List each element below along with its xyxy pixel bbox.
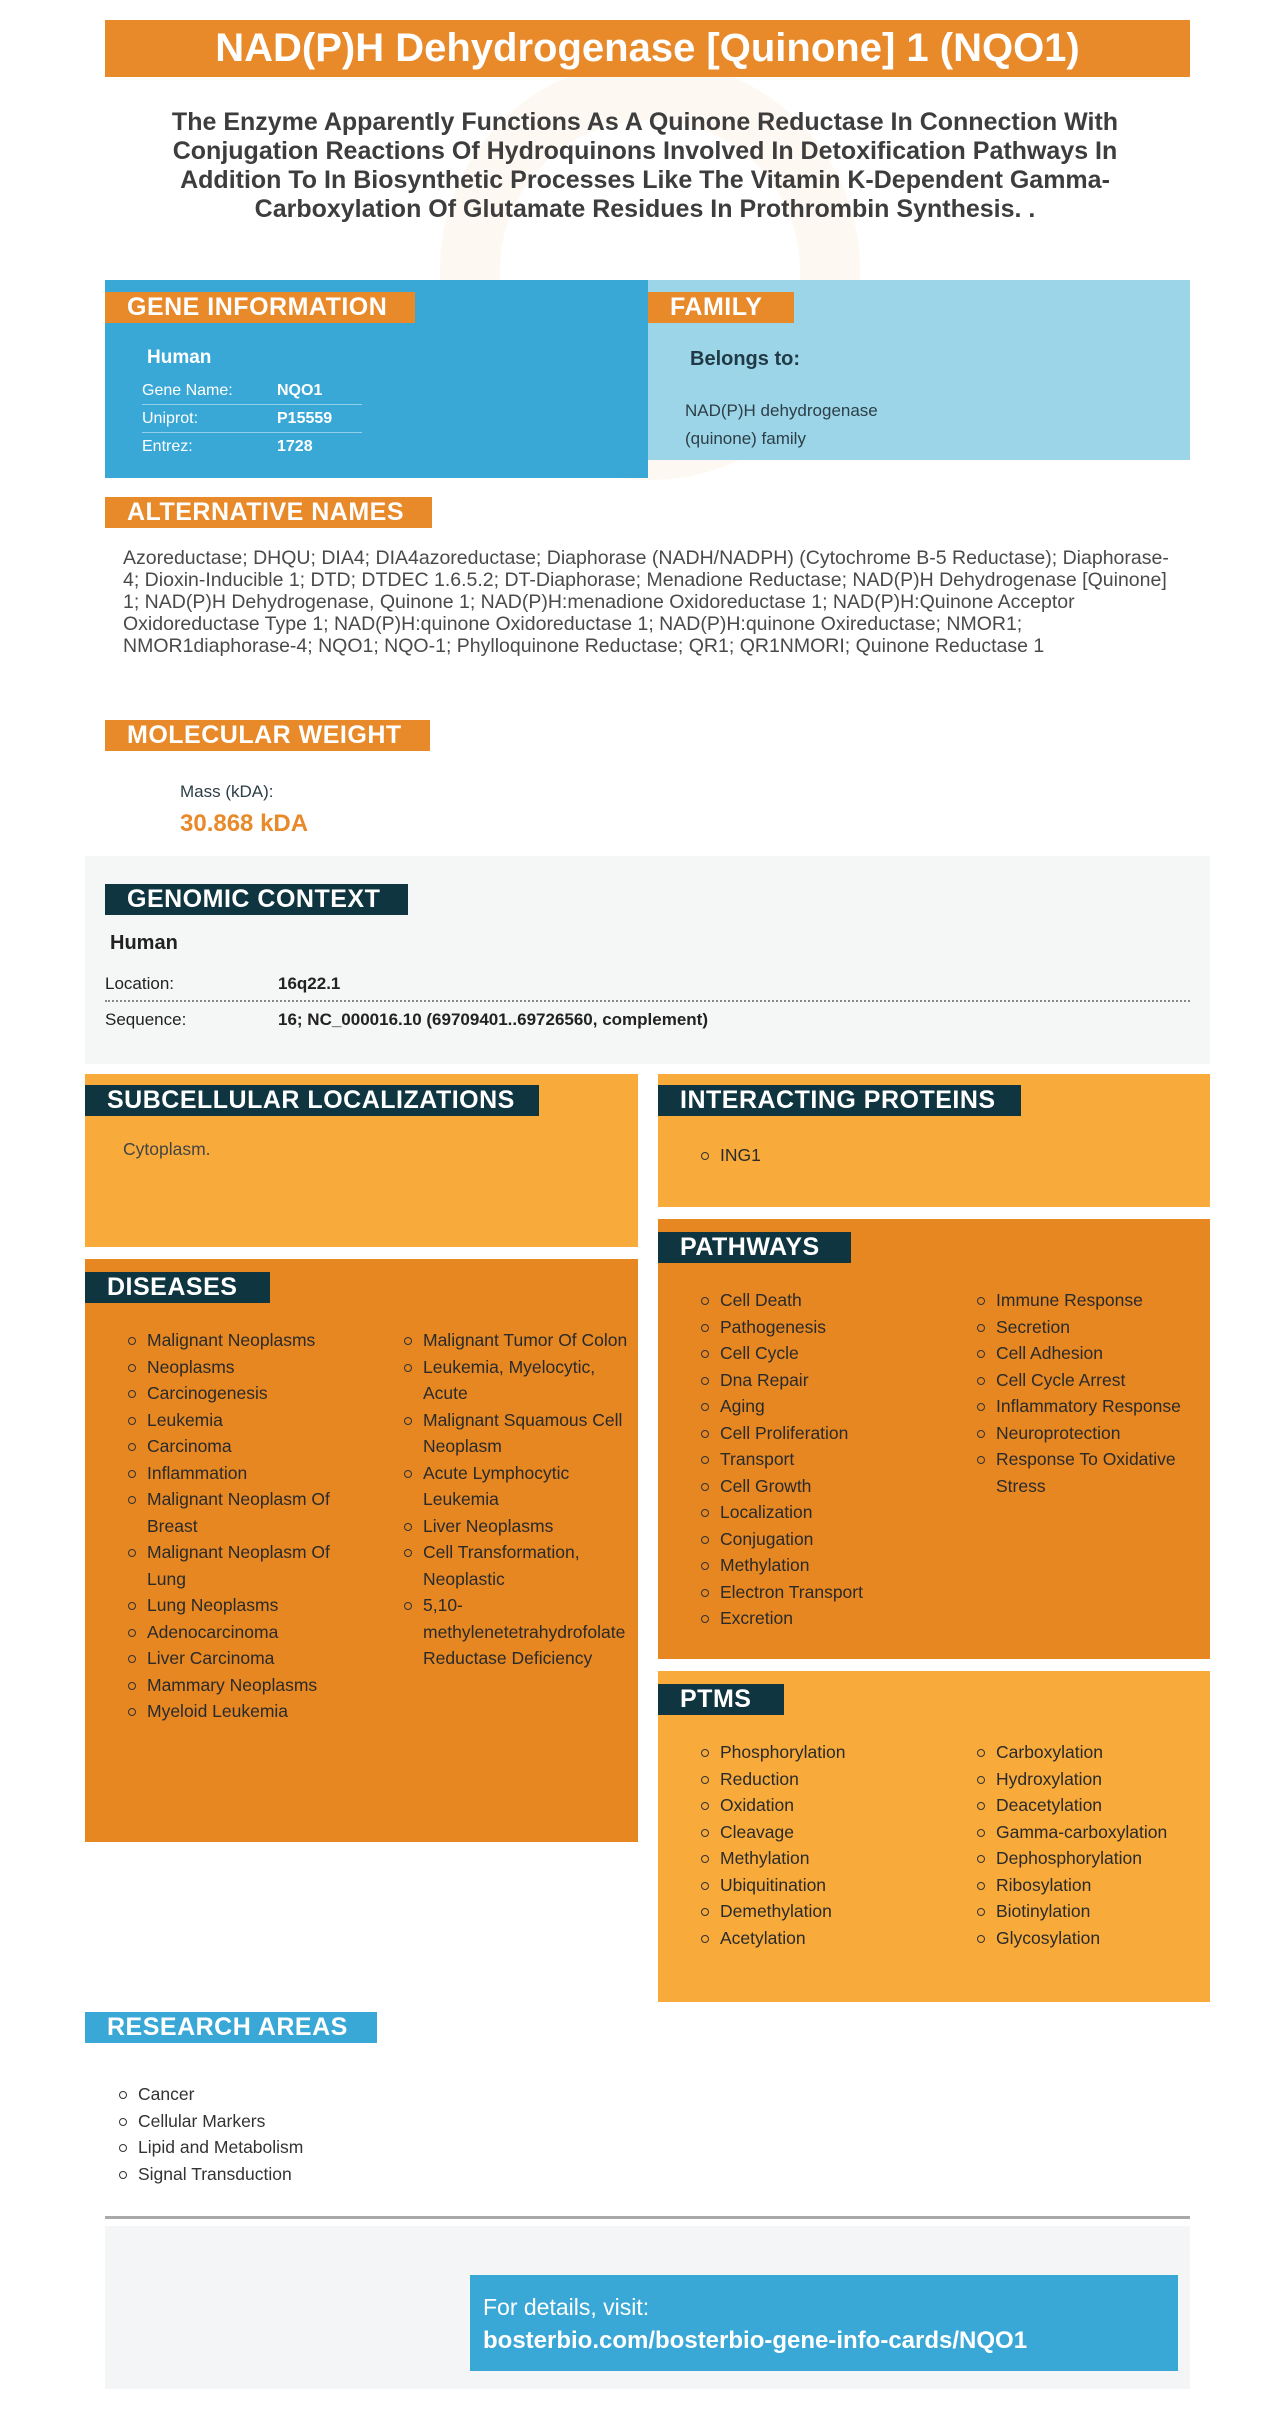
list-item: Methylation <box>700 1845 960 1872</box>
list-item: Acute Lymphocytic Leukemia <box>403 1460 638 1513</box>
list-item: Biotinylation <box>976 1898 1206 1925</box>
list-item: Response To Oxidative Stress <box>976 1446 1206 1499</box>
list-item: Cell Growth <box>700 1473 960 1500</box>
list-item: Leukemia, Myelocytic, Acute <box>403 1354 638 1407</box>
gene-row-value: P15559 <box>277 409 333 427</box>
subcellular-label: SUBCELLULAR LOCALIZATIONS <box>85 1085 539 1116</box>
interacting-proteins-label: INTERACTING PROTEINS <box>658 1085 1021 1116</box>
list-item: Reduction <box>700 1766 960 1793</box>
list-item: Aging <box>700 1393 960 1420</box>
list-item: Carboxylation <box>976 1739 1206 1766</box>
interacting-proteins-panel <box>658 1074 1210 1207</box>
list-item: Cleavage <box>700 1819 960 1846</box>
list-item: Leukemia <box>127 1407 362 1434</box>
alternative-names-text: Azoreductase; DHQU; DIA4; DIA4azoreductase; Diaphorase (NADH/NADPH) (Cytochrome B-5 Reductase); Diaphorase-4; Dioxin-Inducible 1; DTD; DTDEC 1.6.5.2; DT-Diaphorase; Menadione Reductase; NAD(P)H Dehydrogenase [Quinone] 1; NAD(P)H Dehydrogenase, Quinone 1; NAD(P)H:menadione Oxidoreductase 1; NAD(P)H:Quinone Acceptor Oxidoreductase Type 1; NAD(P)H:quinone Oxidoreductase 1; NAD(P)H:quinone Oxireductase; NMOR1; NMOR1diaphorase-4; NQO1; NQO-1; Phylloquinone Reductase; QR1; QR1NMORI; Quinone Reductase 1 <box>123 547 1169 657</box>
ptms-list-col2 <box>976 1739 1206 1951</box>
list-item: Electron Transport <box>700 1579 960 1606</box>
list-item: Dephosphorylation <box>976 1845 1206 1872</box>
gene-info-table <box>142 377 362 461</box>
list-item: Malignant Neoplasms <box>127 1327 362 1354</box>
list-item: Excretion <box>700 1605 960 1632</box>
gene-description: The Enzyme Apparently Functions As A Quinone Reductase In Connection With Conjugation Reactions Of Hydroquinons Involved In Detoxification Pathways In Addition To In Biosynthetic Processes Like The Vitamin K-Dependent Gamma-Carboxylation Of Glutamate Residues In Prothrombin Synthesis. . <box>171 108 1119 223</box>
list-item: Neuroprotection <box>976 1420 1206 1447</box>
location-key: Location: <box>105 974 174 993</box>
pathways-label: PATHWAYS <box>658 1232 851 1263</box>
pathways-list-col1 <box>700 1287 960 1632</box>
family-panel <box>648 280 1190 460</box>
list-item: Cell Death <box>700 1287 960 1314</box>
list-item: Cell Proliferation <box>700 1420 960 1447</box>
list-item: Liver Carcinoma <box>127 1645 362 1672</box>
list-item: Malignant Tumor Of Colon <box>403 1327 638 1354</box>
genomic-context-label: GENOMIC CONTEXT <box>105 884 408 915</box>
list-item: Dna Repair <box>700 1367 960 1394</box>
mass-value: 30.868 kDA <box>180 810 309 837</box>
list-item: Mammary Neoplasms <box>127 1672 362 1699</box>
list-item: Ubiquitination <box>700 1872 960 1899</box>
genomic-species: Human <box>110 932 178 954</box>
gene-row-name <box>142 377 362 405</box>
list-item: Lipid and Metabolism <box>118 2134 303 2161</box>
list-item: Malignant Neoplasm Of Breast <box>127 1486 362 1539</box>
list-item: Immune Response <box>976 1287 1206 1314</box>
sequence-key: Sequence: <box>105 1010 187 1029</box>
family-heading: Belongs to: <box>690 348 800 370</box>
ptms-label: PTMS <box>658 1684 784 1715</box>
list-item: Acetylation <box>700 1925 960 1952</box>
list-item: Cellular Markers <box>118 2108 303 2135</box>
list-item: Oxidation <box>700 1792 960 1819</box>
subcellular-panel <box>85 1074 638 1247</box>
list-item: Pathogenesis <box>700 1314 960 1341</box>
gene-row-key: Entrez: <box>142 438 193 455</box>
list-item: Glycosylation <box>976 1925 1206 1952</box>
diseases-label: DISEASES <box>85 1272 270 1303</box>
list-item: Liver Neoplasms <box>403 1513 638 1540</box>
interacting-proteins-list <box>700 1142 761 1170</box>
list-item: Methylation <box>700 1552 960 1579</box>
details-prompt: For details, visit: <box>483 2294 650 2320</box>
list-item: Signal Transduction <box>118 2161 303 2188</box>
list-item: Neoplasms <box>127 1354 362 1381</box>
diseases-panel <box>85 1259 638 1842</box>
ptms-panel <box>658 1671 1210 2002</box>
list-item: Localization <box>700 1499 960 1526</box>
list-item: Deacetylation <box>976 1792 1206 1819</box>
gene-row-key: Gene Name: <box>142 381 233 399</box>
location-value: 16q22.1 <box>278 974 341 993</box>
list-item: Demethylation <box>700 1898 960 1925</box>
list-item: Cell Transformation, Neoplastic <box>403 1539 638 1592</box>
list-item: Cell Adhesion <box>976 1340 1206 1367</box>
diseases-list-col2 <box>403 1327 638 1672</box>
gene-row-value: NQO1 <box>277 381 323 399</box>
footer-divider <box>105 2216 1190 2219</box>
gene-row-key: Uniprot: <box>142 409 199 427</box>
list-item: Inflammation <box>127 1460 362 1487</box>
list-item: Malignant Squamous Cell Neoplasm <box>403 1407 638 1460</box>
details-url-link[interactable]: bosterbio.com/bosterbio-gene-info-cards/NQO1 <box>483 2327 1028 2354</box>
gene-species: Human <box>147 347 212 368</box>
list-item: Hydroxylation <box>976 1766 1206 1793</box>
family-text: NAD(P)H dehydrogenase (quinone) family <box>685 401 878 448</box>
list-item: Carcinoma <box>127 1433 362 1460</box>
details-link-box[interactable] <box>470 2275 1178 2371</box>
genomic-location-row <box>105 968 1190 1002</box>
list-item: Lung Neoplasms <box>127 1592 362 1619</box>
gene-row-uniprot <box>142 405 362 433</box>
pathways-panel <box>658 1219 1210 1659</box>
list-item: Cell Cycle Arrest <box>976 1367 1206 1394</box>
diseases-list-col1 <box>127 1327 362 1725</box>
ptms-list-col1 <box>700 1739 960 1951</box>
genomic-sequence-row <box>105 1003 1190 1037</box>
gene-row-value: 1728 <box>277 438 313 455</box>
list-item: Transport <box>700 1446 960 1473</box>
sequence-value: 16; NC_000016.10 (69709401..69726560, complement) <box>278 1010 709 1029</box>
gene-row-entrez <box>142 433 362 461</box>
list-item: Malignant Neoplasm Of Lung <box>127 1539 362 1592</box>
list-item: Secretion <box>976 1314 1206 1341</box>
family-label: FAMILY <box>648 292 794 323</box>
list-item: Inflammatory Response <box>976 1393 1206 1420</box>
pathways-list-col2 <box>976 1287 1206 1499</box>
mass-label: Mass (kDA): <box>180 782 274 801</box>
subcellular-text: Cytoplasm. <box>123 1139 211 1159</box>
list-item: Conjugation <box>700 1526 960 1553</box>
list-item: ING1 <box>700 1142 761 1170</box>
list-item: Ribosylation <box>976 1872 1206 1899</box>
list-item: Adenocarcinoma <box>127 1619 362 1646</box>
page-title: NAD(P)H Dehydrogenase [Quinone] 1 (NQO1) <box>105 20 1190 77</box>
list-item: Carcinogenesis <box>127 1380 362 1407</box>
list-item: Phosphorylation <box>700 1739 960 1766</box>
molecular-weight-label: MOLECULAR WEIGHT <box>105 720 430 751</box>
research-areas-list <box>118 2081 303 2187</box>
list-item: 5,10-methylenetetrahydrofolate Reductase Deficiency <box>403 1592 638 1672</box>
alternative-names-label: ALTERNATIVE NAMES <box>105 497 432 528</box>
gene-information-label: GENE INFORMATION <box>105 292 415 323</box>
gene-information-panel <box>105 280 648 478</box>
list-item: Gamma-carboxylation <box>976 1819 1206 1846</box>
list-item: Cell Cycle <box>700 1340 960 1367</box>
list-item: Myeloid Leukemia <box>127 1698 362 1725</box>
list-item: Cancer <box>118 2081 303 2108</box>
research-areas-label: RESEARCH AREAS <box>85 2012 377 2043</box>
